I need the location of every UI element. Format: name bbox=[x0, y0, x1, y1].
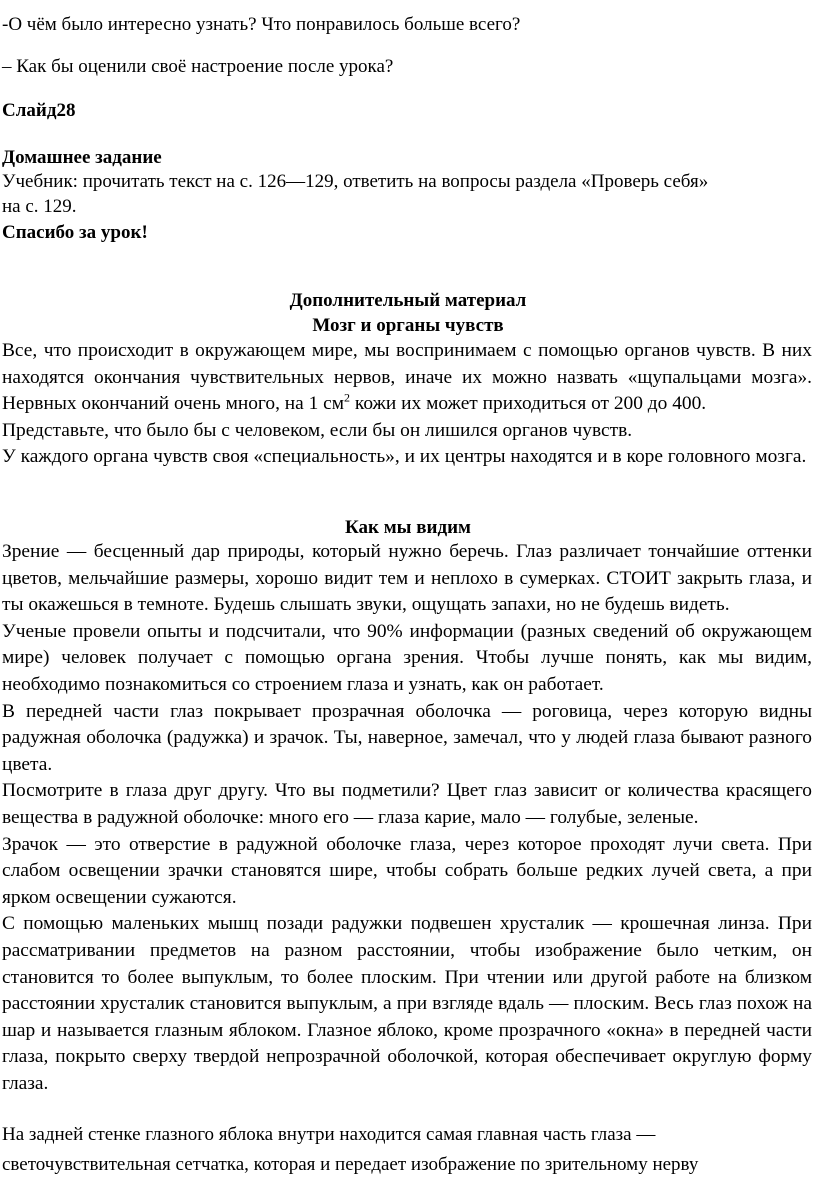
question-interesting: -О чём было интересно узнать? Что понравилось больше всего? bbox=[2, 14, 521, 35]
extra-material-title: Дополнительный материал bbox=[289, 290, 527, 311]
thanks-text: Спасибо за урок! bbox=[2, 222, 148, 243]
question-mood: – Как бы оценили своё настроение после урока? bbox=[2, 56, 394, 77]
paragraph-lens: С помощью маленьких мышц позади радужки подвешен хрусталик — крошечная линза. При рассматривании предметов на разном расстоянии, чтобы изображение было четким, он становится то более выпуклым, то более плоским. При чтении или другой работе на близком расстоянии хрусталик становится выпуклым, а при взгляде вдаль — плоским. Весь глаз похож на шар и называется глазным яблоком. Глазное яблоко, кроме прозрачного «окна» в передней части глаза, покрыто сверху твердой непрозрачной оболочкой, которая обеспечивает округлую форму глаза. bbox=[2, 913, 812, 1094]
paragraph-pupil: Зрачок — это отверстие в радужной оболочке глаза, через которое проходят лучи света. При слабом освещении зрачки становятся шире, чтобы собрать больше редких лучей света, а при ярком освещении сужаются. bbox=[2, 833, 812, 908]
paragraph-senses-text-a: Все, что происходит в окружающем мире, мы воспринимаем с помощью органов чувств. В них находятся окончания чувствительных нервов, иначе их можно назвать «щупальцами мозга». Нервных окончаний очень много, на 1 см bbox=[2, 340, 812, 415]
paragraph-cornea: В передней части глаз покрывает прозрачная оболочка — роговица, через которую видны радужная оболочка (радужка) и зрачок. Ты, наверное, замечал, что у людей глаза бывают разного цвета. bbox=[2, 700, 812, 775]
paragraph-vision-gift: Зрение — бесценный дар природы, который нужно беречь. Глаз различает тончайшие оттенки цветов, мельчайшие размеры, хорошо видит тем и неплохо в сумерках. СТОИТ закрыть глаза, и ты окажешься в темноте. Будешь слышать звуки, ощущать запахи, но не будешь видеть. bbox=[2, 541, 812, 616]
text-block-vision bbox=[2, 539, 812, 1097]
homework-title: Домашнее задание bbox=[2, 147, 162, 168]
superscript-two: 2 bbox=[344, 390, 351, 405]
how-we-see-title: Как мы видим bbox=[345, 517, 471, 538]
paragraph-imagine: Представьте, что было бы с человеком, если бы он лишился органов чувств. bbox=[2, 419, 633, 441]
brain-senses-subtitle: Мозг и органы чувств bbox=[312, 315, 504, 336]
paragraph-senses-intro bbox=[2, 338, 812, 418]
text-block-senses bbox=[2, 338, 812, 471]
paragraph-senses-text-b: кожи их может приходиться от 200 до 400. bbox=[350, 393, 707, 415]
homework-text-line1: Учебник: прочитать текст на с. 126—129, ответить на вопросы раздела «Проверь себя» bbox=[2, 171, 709, 192]
slide-label: Слайд28 bbox=[2, 100, 76, 121]
paragraph-eye-color: Посмотрите в глаза друг другу. Что вы подметили? Цвет глаз зависит or количества красящего вещества в радужной оболочке: много его — глаза карие, мало — голубые, зеленые. bbox=[2, 780, 812, 828]
paragraph-speciality: У каждого органа чувств своя «специальность», и их центры находятся и в коре головного мозга. bbox=[2, 446, 807, 468]
homework-text-line2: на с. 129. bbox=[2, 196, 77, 217]
paragraph-experiments: Ученые провели опыты и подсчитали, что 90% информации (разных сведений об окружающем мире) человек получает с помощью органа зрения. Чтобы лучше понять, как мы видим, необходимо познакомиться со строением глаза и узнать, как он работает. bbox=[2, 620, 812, 695]
paragraph-retina-line2: светочувствительная сетчатка, которая и передает изображение по зрительному нерву bbox=[2, 1154, 699, 1175]
paragraph-retina-line1: На задней стенке глазного яблока внутри находится самая главная часть глаза — bbox=[2, 1124, 656, 1145]
